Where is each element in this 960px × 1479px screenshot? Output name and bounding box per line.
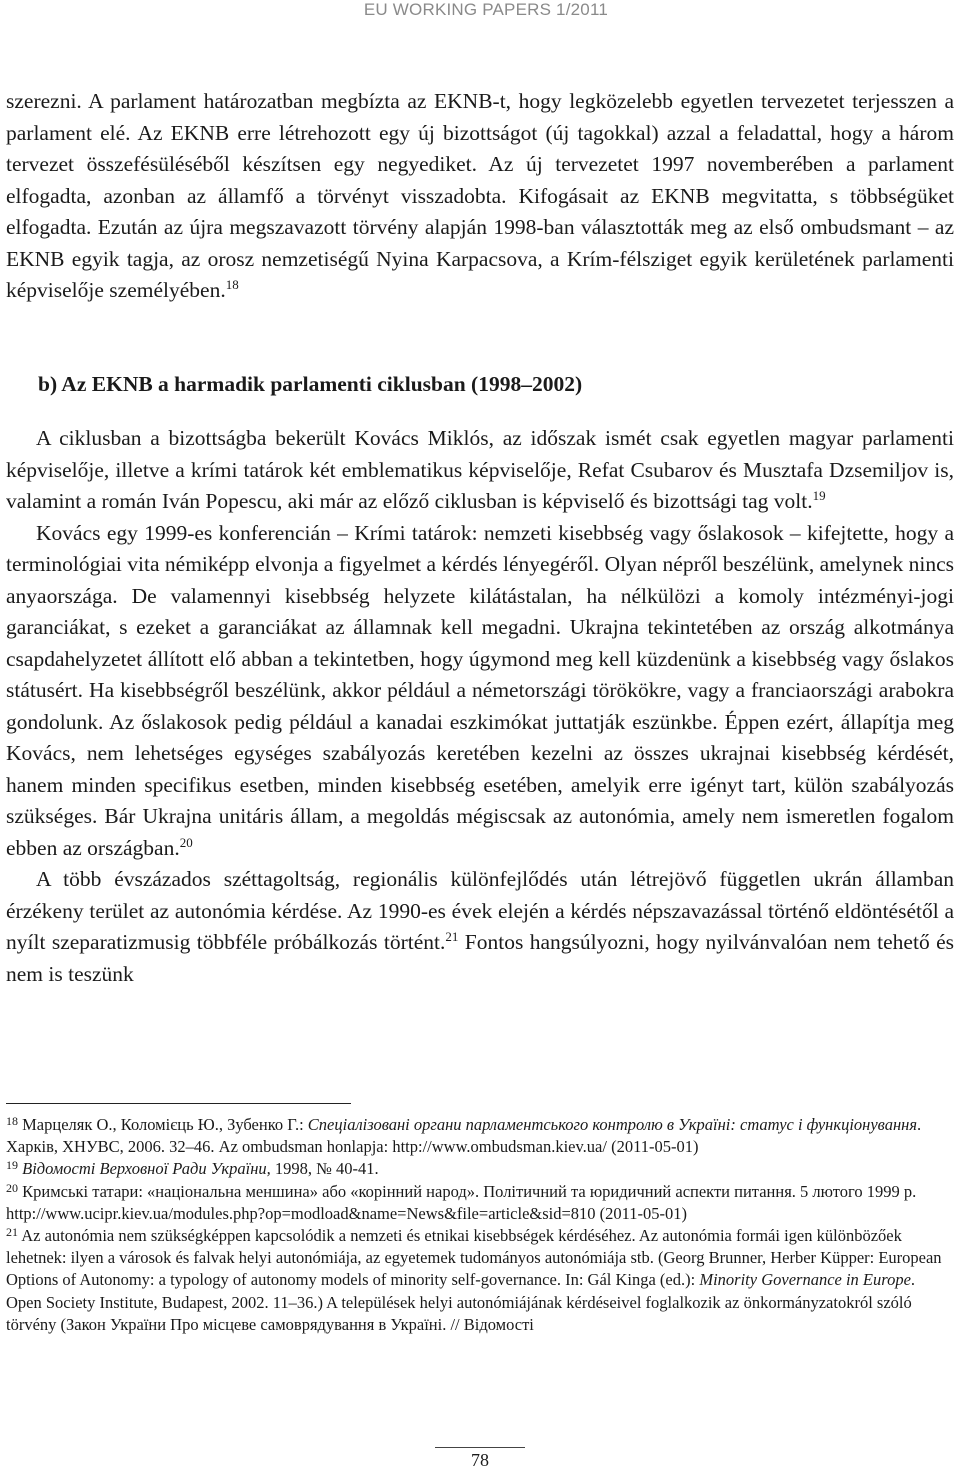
footnote-20-url[interactable]: http://www.ucipr.kiev.ua/modules.php?op=modload&name=News&file=article&sid=810 (2011-05-01) (6, 1203, 688, 1223)
page-number-rule (435, 1447, 525, 1448)
footnote-ref-21[interactable]: 21 (445, 929, 459, 944)
footnote-ref-18[interactable]: 18 (225, 277, 239, 292)
footnote-18 (6, 1114, 954, 1158)
paragraph-1-text: szerezni. A parlament határozatban megbízta az EKNB-t, hogy legközelebb egyetlen tervezetet terjesszen a parlament elé. Az EKNB erre létrehozott egy új bizottságot (új tagokkal) azzal a feladattal, hogy a három tervezet összefésüléséből készítsen egy negyediket. Az új tervezetet 1997 novemberében a parlament elfogadta, azonban az államfő a törvényt visszadobta. Kifogásait az EKNB megvitatta, s többségüket elfogadta. Ezután az újra megszavazott törvény alapján 1998-ban választották meg az első ombudsmant – az EKNB egyik tagja, az orosz nemzetiségű Nyina Karpacsova, a Krím-félsziget egyik kerületének parlamenti képviselője személyében. (6, 89, 954, 302)
page-number: 78 (471, 1450, 489, 1470)
footnote-18-title: Спеціалізовані органи парламентського контролю в Україні: статус і функціонування (307, 1115, 918, 1134)
footnote-18-authors: Марцеляк О., Коломієць Ю., Зубенко Г.: (18, 1115, 308, 1134)
footnote-21 (6, 1225, 954, 1336)
paragraph-4-text-continued: Fontos hangsúlyozni, hogy nyilvánvalóan nem tehető és nem is teszünk (6, 930, 955, 986)
body-section-1 (6, 86, 954, 307)
footnote-21-title: Minority Governance in Europe (699, 1270, 911, 1290)
paragraph-2 (6, 423, 954, 518)
paragraph-1 (6, 86, 954, 307)
footnote-18-rest: . Харків, ХНУВС, 2006. 32–46. Az ombudsman honlapja: http://www.ombudsman.kiev.ua/ (2011-05-01) (6, 1115, 922, 1157)
footnote-21-text-continued: . Open Society Institute, Budapest, 2002. 11–36.) A települések helyi autonómiájának kérdéseivel foglalkozik az önkormányzatokról szóló törvény (Закон України Про місцеве самоврядування в Україні. // Відомості (6, 1270, 916, 1334)
paragraph-3-text: Kovács egy 1999-es konferencián – Krími tatárok: nemzeti kisebbség vagy őslakosok – kifejtette, hogy a terminológiai vita némiképp elvonja a figyelmet a kérdés lényegéről. Olyan népről beszélünk, amelynek nincs anyaországa. De valamennyi kisebbség helyzete kilátástalan, ha nélkülözi a komoly intézményi-jogi garanciákat, s ezeket a garanciákat az államnak kell megadni. Ukrajna tekintetében az ország alkotmánya csapdahelyzetet állított elő abban a tekintetben, hogy úgymond meg kell küzdenünk a kisebbség vagy őslakos státusért. Ha kisebbségről beszélünk, akkor például a németországi törökökre, vagy a franciaországi arabokra gondolunk. Az őslakosok pedig például a kanadai eszkimókat juttatják eszünkbe. Éppen ezért, állapítja meg Kovács, nem lehetséges egységes szabályozás keretében kezelni az összes ukrajnai kisebbség kérdését, hanem minden specifikus esetben, minden kisebbség esetében, amelyik erre igényt tart, külön szabályozás szükséges. Bár Ukrajna unitáris állam, a megoldás mégiscsak az autonómia, amely nem ismeretlen fogalom ebben az országban. (6, 520, 954, 860)
running-header: EU WORKING PAPERS 1/2011 (363, 0, 608, 19)
footnote-ref-20[interactable]: 20 (179, 834, 193, 850)
footnote-19-rest: 1998, № 40-41. (270, 1159, 379, 1179)
paragraph-4 (6, 864, 954, 990)
footnote-20-number: 20 (6, 1180, 18, 1195)
paragraph-4-text: A több évszázados széttagoltság, regionális különfejlődés után létrejövő független ukrán államban érzékeny terület az autonómia kérdése. Az 1990-es évek elején a kérdés népszavazással történő eldöntésétől a nyílt szeparatizmusig többféle próbálkozás történt. (6, 867, 954, 954)
footnote-19-number: 19 (6, 1158, 18, 1173)
footnote-ref-19[interactable]: 19 (812, 488, 826, 503)
section-heading: b) Az EKNB a harmadik parlamenti ciklusban (1998–2002) (38, 372, 583, 396)
paragraph-2-text: A ciklusban a bizottságba bekerült Kovács Miklós, az időszak ismét csak egyetlen magyar parlamenti képviselője, illetve a krími tatárok két emblematikus képviselője, Refat Csubarov és Musztafa Dzsemiljov is, valamint a román Iván Popescu, aki már az előző ciklusban is képviselő és bizottsági tag volt. (6, 426, 954, 513)
body-section-2 (6, 423, 954, 990)
footnote-18-number: 18 (6, 1114, 18, 1128)
footnote-separator (6, 1103, 351, 1104)
footnote-19 (6, 1158, 954, 1180)
footnote-21-number: 21 (6, 1225, 18, 1240)
paragraph-3 (6, 518, 954, 865)
footnote-21-text: Az autonómia nem szükségképpen kapcsolódik a nemzeti és etnikai kisebbségek kérdéséhez. Az autonómia formái igen különbözőek lehetnek: ilyen a városok és falvak helyi autonómiája, az egyetemek tudományos autonómiája stb. (Georg Brunner, Herber Küpper: European Options of Autonomy: a typology of autonomy models of minority self-governance. In: Gál Kinga (ed.): (6, 1226, 942, 1290)
footnote-19-title: Відомості Верховної Ради України, (18, 1159, 271, 1179)
footnotes (6, 1114, 954, 1336)
footnote-20-text: Кримські татари: «національна меншина» або «корінний народ». Політичний та юридичний аспекти питання. 5 лютого 1999 р. (18, 1181, 917, 1201)
footnote-20 (6, 1181, 954, 1203)
